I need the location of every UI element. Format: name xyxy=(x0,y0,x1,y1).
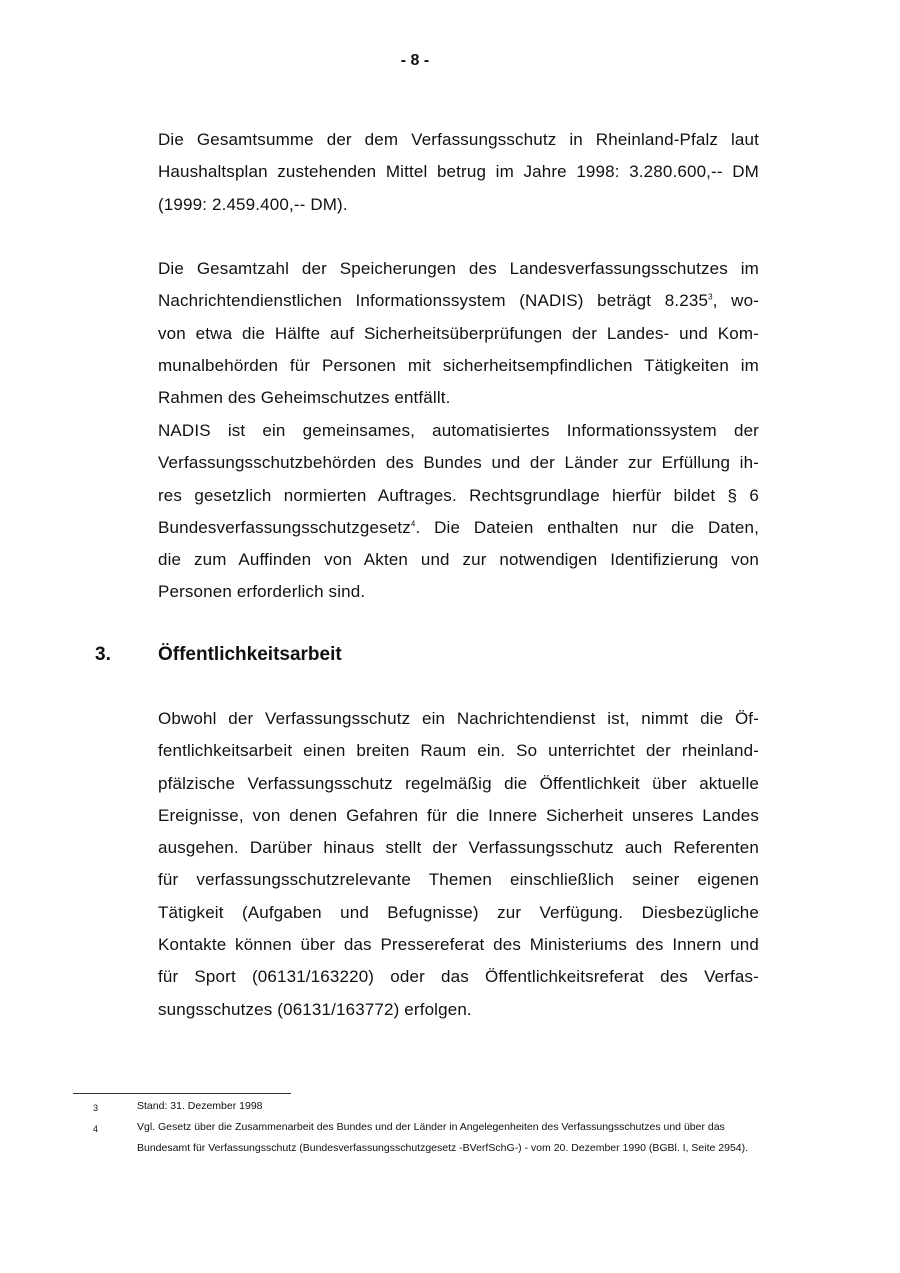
paragraph-storage xyxy=(158,253,759,414)
paragraph-nadis xyxy=(158,415,759,609)
paragraph-line: munalbehörden für Personen mit sicherheitsempfindlichen Tätigkeiten im xyxy=(158,355,759,375)
paragraph-line: für Sport (06131/163220) oder das Öffentlichkeitsreferat des Verfas- xyxy=(158,967,759,987)
paragraph-line: sungsschutzes (06131/163772) erfolgen. xyxy=(158,999,472,1019)
page-number: - 8 - xyxy=(400,52,430,69)
paragraph-line: Kontakte können über das Pressereferat des Ministeriums des Innern und xyxy=(158,935,759,955)
section-title: Öffentlichkeitsarbeit xyxy=(158,644,342,665)
paragraph-line: (1999: 2.459.400,-- DM). xyxy=(158,194,348,214)
footnote-ref-3[interactable]: 3 xyxy=(708,292,713,302)
paragraph-line: Haushaltsplan zustehenden Mittel betrug im Jahre 1998: 3.280.600,-- DM xyxy=(158,162,759,182)
paragraph-line xyxy=(158,512,759,544)
paragraph-line: Personen erforderlich sind. xyxy=(158,582,366,602)
paragraph-line: res gesetzlich normierten Auftrages. Rechtsgrundlage hierfür bildet § 6 xyxy=(158,485,759,505)
footnote-divider xyxy=(73,1093,291,1094)
footnote-text: Stand: 31. Dezember 1998 xyxy=(137,1100,263,1112)
paragraph-line: Verfassungsschutzbehörden des Bundes und der Länder zur Erfüllung ih- xyxy=(158,453,759,473)
paragraph-line: die zum Auffinden von Akten und zur notwendigen Identifizierung von xyxy=(158,550,759,570)
footnote-mark: 4 xyxy=(93,1124,99,1134)
paragraph-line: Rahmen des Geheimschutzes entfällt. xyxy=(158,388,451,408)
paragraph-line: Tätigkeit (Aufgaben und Befugnisse) zur Verfügung. Diesbezügliche xyxy=(158,902,759,922)
paragraph-line: fentlichkeitsarbeit einen breiten Raum ein. So unterrichtet der rheinland- xyxy=(158,741,759,761)
footnote-text: Vgl. Gesetz über die Zusammenarbeit des Bundes und der Länder in Angelegenheiten des Verfassungsschutzes und über das Bundesamt für Verfassungsschutz (Bundesverfassungsschutzgesetz -BVerfSchG-) - vom 20. Dezember 1990 (BGBl. I, Seite 2954). xyxy=(137,1121,749,1154)
paragraph-line: NADIS ist ein gemeinsames, automatisiertes Informationssystem der xyxy=(158,421,759,440)
paragraph-line xyxy=(158,285,759,317)
paragraph-line: Die Gesamtzahl der Speicherungen des Landesverfassungsschutzes im xyxy=(158,259,759,278)
text-segment: Bundesverfassungsschutzgesetz xyxy=(158,517,411,537)
paragraph-line: von etwa die Hälfte auf Sicherheitsüberprüfungen der Landes- und Kom- xyxy=(158,323,759,343)
section-heading xyxy=(95,644,342,666)
paragraph-line: pfälzische Verfassungsschutz regelmäßig die Öffentlichkeit über aktuelle xyxy=(158,773,759,793)
text-segment: , wo- xyxy=(712,291,759,311)
text-segment: . Die Dateien enthalten nur die Daten, xyxy=(415,517,759,537)
footnote-mark: 3 xyxy=(93,1103,99,1113)
paragraph-line: Obwohl der Verfassungsschutz ein Nachrichtendienst ist, nimmt die Öf- xyxy=(158,709,759,728)
paragraph-line: Ereignisse, von denen Gefahren für die Innere Sicherheit unseres Landes xyxy=(158,805,759,825)
section-number: 3. xyxy=(95,644,111,665)
paragraph-line: Die Gesamtsumme der dem Verfassungsschutz in Rheinland-Pfalz laut xyxy=(158,130,759,149)
footnote-ref-4[interactable]: 4 xyxy=(410,519,416,529)
footnote-4 xyxy=(90,1117,760,1159)
paragraph-budget xyxy=(158,124,759,221)
paragraph-line: ausgehen. Darüber hinaus stellt der Verfassungsschutz auch Referenten xyxy=(158,838,759,858)
footnote-3 xyxy=(90,1096,760,1117)
paragraph-public-relations xyxy=(158,703,759,1026)
text-segment: Nachrichtendienstlichen Informationssystem (NADIS) beträgt 8.235 xyxy=(158,291,709,311)
paragraph-line: für verfassungsschutzrelevante Themen einschließlich seiner eigenen xyxy=(158,870,759,890)
